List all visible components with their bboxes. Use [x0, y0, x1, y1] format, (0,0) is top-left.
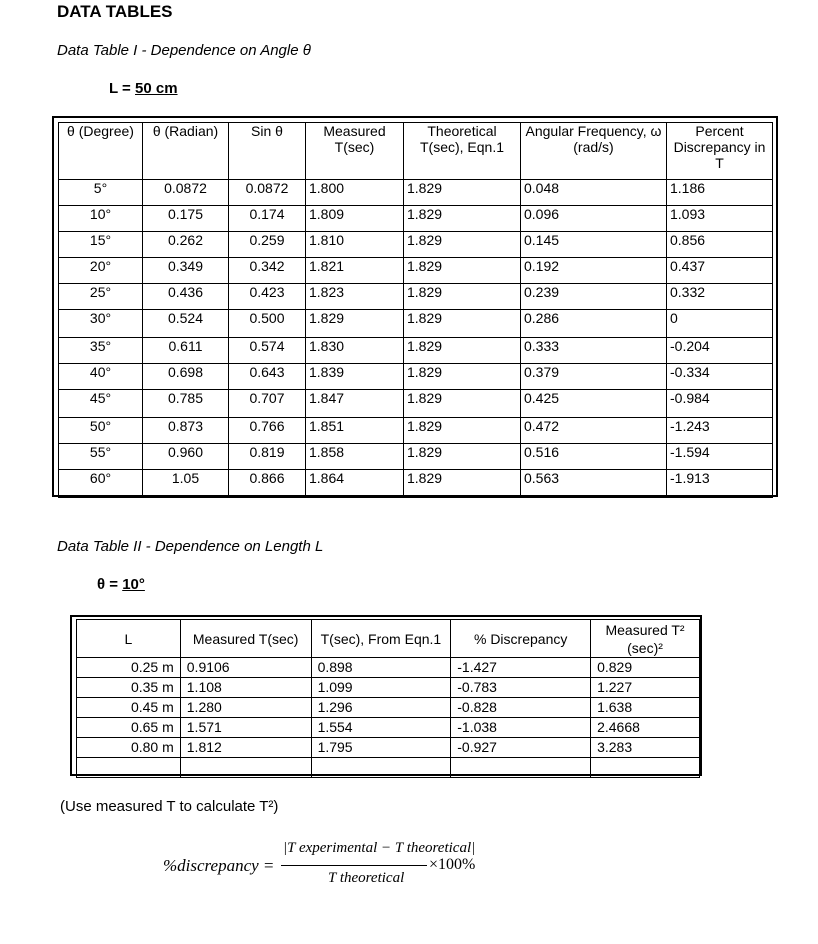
table1-cell-radian: 0.960	[143, 444, 229, 470]
table2-row	[77, 658, 700, 678]
table1-cell-theoretical: 1.829	[404, 470, 521, 498]
table1-cell-degree: 45°	[59, 390, 143, 418]
table2-header-theoretical: T(sec), From Eqn.1	[311, 620, 451, 658]
table1-cell-angular: 0.048	[521, 180, 667, 206]
table2-cell-length: 0.35 m	[77, 678, 181, 698]
table1-cell-radian: 0.262	[143, 232, 229, 258]
table1-row	[59, 232, 773, 258]
table1-cell-angular: 0.333	[521, 338, 667, 364]
table1-cell-measured: 1.830	[306, 338, 404, 364]
table1-cell-measured: 1.858	[306, 444, 404, 470]
table2-cell-discrepancy: -0.828	[451, 698, 591, 718]
table2-cell-length: 0.45 m	[77, 698, 181, 718]
table2-cell-t-squared: 1.638	[591, 698, 700, 718]
table1-cell-angular: 0.516	[521, 444, 667, 470]
table2-cell-measured: 1.571	[180, 718, 311, 738]
table1-cell-theoretical: 1.829	[404, 390, 521, 418]
table2-cell-theoretical: 0.898	[311, 658, 451, 678]
table1-cell-degree: 35°	[59, 338, 143, 364]
table2-cell-theoretical: 1.099	[311, 678, 451, 698]
formula-lhs: %discrepancy =	[163, 856, 275, 875]
table1-header-theoretical: Theoretical T(sec), Eqn.1	[404, 123, 521, 180]
table2-cell-t-squared: 1.227	[591, 678, 700, 698]
formula-rhs: ×100%	[429, 856, 476, 873]
table1-cell-angular: 0.239	[521, 284, 667, 310]
table1-header-degree: θ (Degree)	[59, 123, 143, 180]
table2-header-measured: Measured T(sec)	[180, 620, 311, 658]
table1-cell-theoretical: 1.829	[404, 232, 521, 258]
table1-cell-percent: -1.243	[667, 418, 773, 444]
table2-cell-t-squared: 2.4668	[591, 718, 700, 738]
table2-cell-theoretical: 1.296	[311, 698, 451, 718]
table2-param-label: θ =	[97, 576, 123, 593]
table1-cell-measured: 1.800	[306, 180, 404, 206]
table1-cell-measured: 1.864	[306, 470, 404, 498]
note-text: (Use measured T to calculate T²)	[60, 798, 279, 815]
table1-row	[59, 418, 773, 444]
table1-cell-angular: 0.192	[521, 258, 667, 284]
table1-cell-sin: 0.707	[229, 390, 306, 418]
table1-cell-radian: 0.873	[143, 418, 229, 444]
table1-cell-theoretical: 1.829	[404, 258, 521, 284]
table1-cell-measured: 1.821	[306, 258, 404, 284]
table2-header-row	[77, 620, 700, 658]
table1-cell-percent: -0.334	[667, 364, 773, 390]
table2-row	[77, 738, 700, 758]
table2-cell-discrepancy: -0.927	[451, 738, 591, 758]
table2-param-value: 10°	[122, 576, 145, 593]
table1-cell-degree: 15°	[59, 232, 143, 258]
table1-cell-radian: 0.436	[143, 284, 229, 310]
table1-cell-measured: 1.839	[306, 364, 404, 390]
table1-cell-percent: 0.332	[667, 284, 773, 310]
table2-cell-t-squared: 3.283	[591, 738, 700, 758]
table2-cell-t-squared: 0.829	[591, 658, 700, 678]
table1-row	[59, 364, 773, 390]
table1-cell-theoretical: 1.829	[404, 364, 521, 390]
table1-cell-sin: 0.574	[229, 338, 306, 364]
table1-cell-radian: 0.611	[143, 338, 229, 364]
table1-row	[59, 258, 773, 284]
formula-numerator: |T experimental − T theoretical|	[283, 840, 476, 856]
table1-cell-radian: 0.349	[143, 258, 229, 284]
table1-cell-theoretical: 1.829	[404, 418, 521, 444]
table1-cell-measured: 1.810	[306, 232, 404, 258]
table1-cell-radian: 1.05	[143, 470, 229, 498]
table1-cell-percent: -1.913	[667, 470, 773, 498]
table1-row	[59, 310, 773, 338]
table1-cell-radian: 0.785	[143, 390, 229, 418]
table2-cell-t-squared	[591, 758, 700, 778]
table1-cell-measured: 1.851	[306, 418, 404, 444]
table1-cell-percent: -0.984	[667, 390, 773, 418]
table1-cell-angular: 0.096	[521, 206, 667, 232]
table1-header-row	[59, 123, 773, 180]
table1-cell-sin: 0.819	[229, 444, 306, 470]
table1-length-param	[109, 80, 178, 97]
table1-cell-angular: 0.472	[521, 418, 667, 444]
table2-row	[77, 698, 700, 718]
table1-cell-percent: 0.856	[667, 232, 773, 258]
table2-cell-discrepancy: -1.038	[451, 718, 591, 738]
table2-cell-measured: 1.108	[180, 678, 311, 698]
table1-cell-sin: 0.643	[229, 364, 306, 390]
table2-cell-measured	[180, 758, 311, 778]
table2-cell-theoretical	[311, 758, 451, 778]
table2-row	[77, 678, 700, 698]
table2-cell-theoretical: 1.795	[311, 738, 451, 758]
table1-cell-theoretical: 1.829	[404, 284, 521, 310]
table1-header-sin: Sin θ	[229, 123, 306, 180]
table1-header-measured: Measured T(sec)	[306, 123, 404, 180]
table2-header-length: L	[77, 620, 181, 658]
table1-cell-radian: 0.524	[143, 310, 229, 338]
page-heading: DATA TABLES	[57, 2, 173, 21]
table1-cell-degree: 50°	[59, 418, 143, 444]
table1-cell-sin: 0.0872	[229, 180, 306, 206]
table2-cell-length: 0.80 m	[77, 738, 181, 758]
table2-angle-param	[97, 576, 145, 593]
table1-header-percent: Percent Discrepancy in T	[667, 123, 773, 180]
table1-row	[59, 180, 773, 206]
table1-cell-degree: 55°	[59, 444, 143, 470]
table1-cell-measured: 1.809	[306, 206, 404, 232]
table1-cell-measured: 1.823	[306, 284, 404, 310]
table1-cell-degree: 20°	[59, 258, 143, 284]
table2-header-t-squared: Measured T² (sec)²	[591, 620, 700, 658]
table1-row	[59, 206, 773, 232]
table1-cell-sin: 0.259	[229, 232, 306, 258]
table2-row	[77, 718, 700, 738]
table2-header-discrepancy: % Discrepancy	[451, 620, 591, 658]
table1-row	[59, 338, 773, 364]
table2-cell-length	[77, 758, 181, 778]
table1-cell-percent: 1.186	[667, 180, 773, 206]
table2-cell-measured: 0.9106	[180, 658, 311, 678]
table1-param-value: 50 cm	[135, 80, 178, 97]
table1-cell-degree: 25°	[59, 284, 143, 310]
table1-cell-angular: 0.563	[521, 470, 667, 498]
table1-cell-radian: 0.698	[143, 364, 229, 390]
table2-cell-theoretical: 1.554	[311, 718, 451, 738]
table1	[52, 116, 778, 497]
table2	[70, 615, 702, 776]
table1-cell-sin: 0.500	[229, 310, 306, 338]
table2-cell-discrepancy: -0.783	[451, 678, 591, 698]
table2-cell-measured: 1.280	[180, 698, 311, 718]
table1-cell-angular: 0.286	[521, 310, 667, 338]
fraction-bar	[281, 865, 427, 866]
table1-cell-measured: 1.847	[306, 390, 404, 418]
table1-cell-degree: 60°	[59, 470, 143, 498]
table1-cell-theoretical: 1.829	[404, 206, 521, 232]
table2-cell-measured: 1.812	[180, 738, 311, 758]
table1-cell-sin: 0.342	[229, 258, 306, 284]
table1-row	[59, 284, 773, 310]
table1-cell-angular: 0.379	[521, 364, 667, 390]
table1-cell-angular: 0.425	[521, 390, 667, 418]
formula-denominator: T theoretical	[328, 870, 405, 886]
table1-cell-measured: 1.829	[306, 310, 404, 338]
table1-cell-sin: 0.174	[229, 206, 306, 232]
table1-grid	[58, 122, 773, 498]
table1-cell-theoretical: 1.829	[404, 310, 521, 338]
table1-row	[59, 470, 773, 498]
table1-row	[59, 444, 773, 470]
table1-cell-sin: 0.866	[229, 470, 306, 498]
table1-header-angular: Angular Frequency, ω (rad/s)	[521, 123, 667, 180]
table1-cell-angular: 0.145	[521, 232, 667, 258]
table1-cell-sin: 0.766	[229, 418, 306, 444]
table1-cell-percent: 0.437	[667, 258, 773, 284]
table2-cell-discrepancy: -1.427	[451, 658, 591, 678]
table1-cell-theoretical: 1.829	[404, 338, 521, 364]
table1-cell-degree: 40°	[59, 364, 143, 390]
table2-cell-length: 0.25 m	[77, 658, 181, 678]
table1-cell-degree: 5°	[59, 180, 143, 206]
table1-cell-radian: 0.175	[143, 206, 229, 232]
table1-param-label: L =	[109, 80, 135, 97]
table2-cell-discrepancy	[451, 758, 591, 778]
table1-row	[59, 390, 773, 418]
table2-row	[77, 758, 700, 778]
table1-caption: Data Table I - Dependence on Angle θ	[57, 42, 311, 59]
table1-cell-percent: 1.093	[667, 206, 773, 232]
table2-grid	[76, 619, 700, 778]
table1-cell-percent: 0	[667, 310, 773, 338]
table1-header-radian: θ (Radian)	[143, 123, 229, 180]
table2-cell-length: 0.65 m	[77, 718, 181, 738]
table1-cell-theoretical: 1.829	[404, 444, 521, 470]
table1-cell-sin: 0.423	[229, 284, 306, 310]
table1-cell-radian: 0.0872	[143, 180, 229, 206]
table1-cell-percent: -1.594	[667, 444, 773, 470]
table1-cell-degree: 10°	[59, 206, 143, 232]
table2-caption: Data Table II - Dependence on Length L	[57, 538, 324, 555]
table1-cell-percent: -0.204	[667, 338, 773, 364]
table1-cell-theoretical: 1.829	[404, 180, 521, 206]
table1-cell-degree: 30°	[59, 310, 143, 338]
